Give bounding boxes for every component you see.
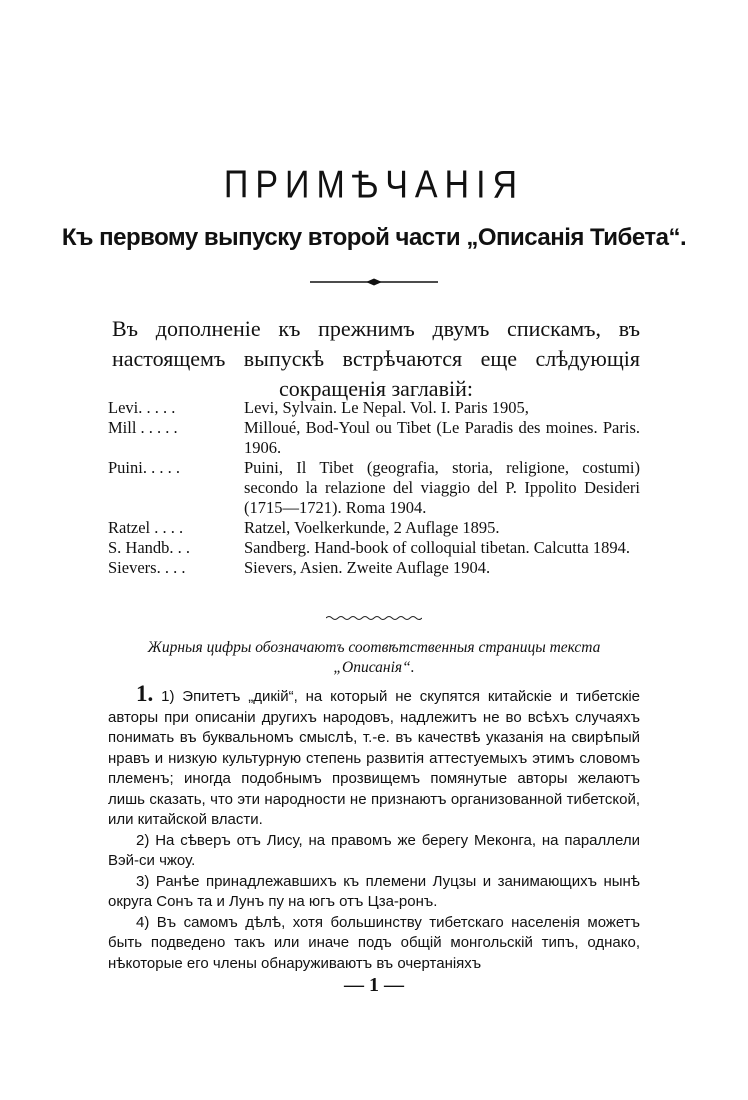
note-paragraph-1 — [108, 681, 640, 831]
abbreviation-key: Sievers. . . . — [108, 558, 186, 577]
intro-paragraph: Въ дополненіе къ прежнимъ двумъ спискамъ, въ настоящемъ выпускѣ встрѣчаются еще слѣдующія сокращенія заглавій: — [112, 316, 640, 401]
abbreviation-value: Sandberg. Hand-book of colloquial tibetan. Calcutta 1894. — [244, 538, 630, 557]
abbreviation-row — [108, 458, 640, 518]
abbreviation-row — [108, 558, 640, 578]
abbreviation-row — [108, 538, 640, 558]
wavy-divider-icon — [326, 614, 422, 622]
legend-note: Жирныя цифры обозначаютъ соотвѣтственныя страницы текста „Описанія“. — [147, 639, 601, 676]
abbreviation-row — [108, 398, 640, 418]
note-page-number: 1. — [136, 681, 154, 706]
page-number: — 1 — — [344, 974, 404, 996]
abbreviation-key: S. Handb. . . — [108, 538, 191, 557]
divider-ornament-icon — [310, 277, 438, 287]
abbreviation-value: Levi, Sylvain. Le Nepal. Vol. I. Paris 1905, — [244, 398, 529, 417]
abbreviation-value: Milloué, Bod-Youl ou Tibet (Le Paradis des moines. Paris. 1906. — [244, 418, 640, 457]
abbreviation-key: Mill . . . . . — [108, 418, 178, 437]
abbreviation-row — [108, 518, 640, 538]
abbreviation-key: Levi. . . . . — [108, 398, 176, 417]
page-subtitle: Къ первому выпуску второй части „Описанія Тибета“. — [61, 224, 687, 251]
note-text: 1) Эпитетъ „дикій“, на который не скупятся китайскіе и тибетскіе авторы при описаніи другихъ народовъ, надлежитъ не во всѣхъ случаяхъ понимать въ буквальномъ смыслѣ, т.-е. въ качествѣ указанія на свирѣпый нравъ и низкую культурную степень развитія аттестуемыхъ этимъ словомъ племенъ; иногда подобнымъ прозвищемъ помянутые авторы желаютъ лишь сказать, что эти народности не признаютъ организованной тибетской, или китайской власти. — [108, 688, 640, 828]
abbreviation-key: Puini. . . . . — [108, 458, 180, 477]
note-paragraph-3: 3) Ранѣе принадлежавшихъ къ племени Луцзы и занимающихъ нынѣ округа Сонъ та и Лунъ пу на югъ отъ Цза-ронъ. — [108, 872, 640, 910]
page-title: ПРИМѢЧАНІЯ — [223, 163, 525, 207]
notes-body — [108, 681, 640, 974]
abbreviation-value: Sievers, Asien. Zweite Auflage 1904. — [244, 558, 491, 577]
abbreviation-key: Ratzel . . . . — [108, 518, 184, 537]
abbreviation-list — [108, 398, 640, 578]
note-paragraph-2: 2) На сѣверъ отъ Лису, на правомъ же берегу Меконга, на параллели Вэй-си чжоу. — [108, 831, 640, 869]
abbreviation-value: Puini, Il Tibet (geografia, storia, religione, costumi) secondo la relazione del viaggio del P. Ippolito Desideri (1715—1721). Roma 1904. — [244, 458, 640, 517]
abbreviation-value: Ratzel, Voelkerkunde, 2 Auflage 1895. — [244, 518, 500, 537]
note-paragraph-4: 4) Въ самомъ дѣлѣ, хотя большинству тибетскаго населенія можетъ быть подведено такъ или иначе подъ общій монгольскій типъ, однако, нѣкоторые его члены обнаруживаютъ въ очертаніяхъ — [108, 913, 640, 972]
abbreviation-row — [108, 418, 640, 458]
